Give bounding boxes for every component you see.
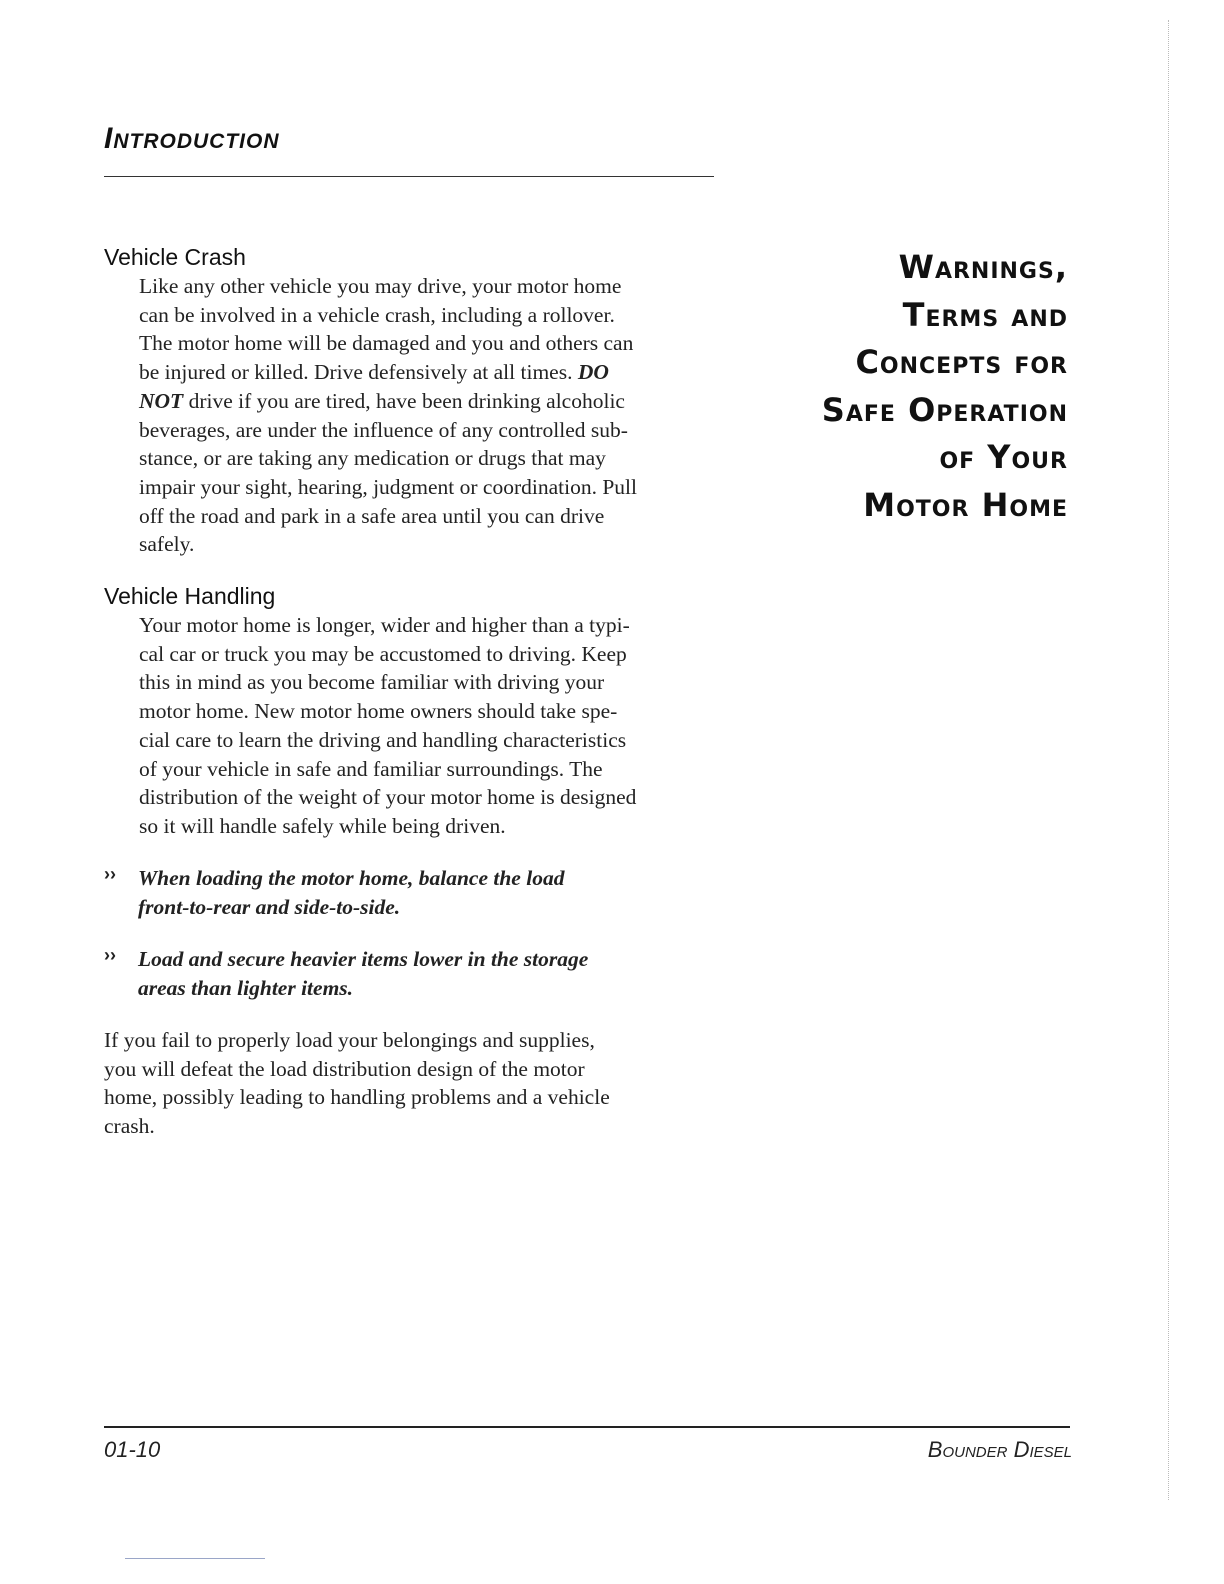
text-line [139,783,636,812]
text-line [139,640,636,669]
paragraph-vehicle-handling [139,611,636,841]
note-heavy-items [104,945,588,1002]
note-line: areas than lighter items. [138,975,354,1000]
text-run: so it will handle safely while being driven. [139,813,506,838]
product-name: Bounder Diesel [927,1437,1072,1462]
text-run: stance, or are taking any medication or drugs that may [139,446,606,471]
section-header: Introduction [104,122,280,155]
text-line [139,444,637,473]
text-run: of your vehicle in safe and familiar surroundings. The [139,756,603,781]
text-run: impair your sight, hearing, judgment or coordination. Pull [139,474,638,499]
text-run: home, possibly leading to handling problems and a vehicle [104,1085,610,1110]
text-line [104,1083,610,1112]
text-line [139,473,637,502]
bullet-chevron-icon: ›› [104,864,116,884]
text-line [139,358,637,387]
text-line [139,611,636,640]
text-run: safely. [139,532,195,557]
text-run: If you fail to properly load your belongings and supplies, [104,1028,595,1052]
text-run: Your motor home is longer, wider and higher than a typi- [139,613,630,637]
text-line [139,812,636,841]
header-rule [104,176,714,177]
bullet-chevron-icon: ›› [104,945,116,965]
text-run: can be involved in a vehicle crash, including a rollover. [139,302,615,327]
text-line [139,329,637,358]
text-run: beverages, are under the influence of any controlled sub- [139,417,628,442]
note-load-balance [104,864,564,921]
text-run: motor home. New motor home owners should take spe- [139,699,618,724]
text-line [104,1112,610,1141]
note-line: When loading the motor home, balance the load [138,866,565,890]
heading-vehicle-crash: Vehicle Crash [104,244,246,270]
text-run: drive if you are tired, have been drinking alcoholic [183,388,625,413]
text-run: cal car or truck you may be accustomed to driving. Keep [139,641,627,666]
emphasis-text: NOT [139,388,184,413]
text-line [104,1026,610,1055]
text-line [139,726,636,755]
text-run: crash. [104,1114,155,1139]
scan-mark [125,1558,265,1559]
note-line: Load and secure heavier items lower in the storage [138,947,589,971]
side-title-line: Safe Operation [821,390,1068,429]
text-line [139,697,636,726]
text-run: The motor home will be damaged and you and others can [139,331,634,356]
text-run: off the road and park in a safe area until you can drive [139,503,605,528]
text-line [104,1055,610,1084]
text-run: Like any other vehicle you may drive, your motor home [139,274,622,298]
text-line [139,668,636,697]
side-title-line: Motor Home [863,485,1068,524]
text-run: cial care to learn the driving and handling characteristics [139,727,627,752]
text-line [139,416,637,445]
text-line [139,755,636,784]
note-line: front-to-rear and side-to-side. [138,894,401,919]
text-run: distribution of the weight of your motor home is designed [139,785,637,810]
text-run: this in mind as you become familiar with driving your [139,670,605,695]
page-number: 01-10 [104,1437,161,1462]
heading-vehicle-handling: Vehicle Handling [104,583,276,609]
text-line [139,301,637,330]
side-title [822,244,1068,529]
side-title-line: Concepts for [855,343,1068,381]
side-title-line: Warnings, [898,248,1068,286]
side-title-line: of Your [939,438,1068,476]
scan-edge [1168,20,1170,1500]
footer-rule [104,1426,1070,1428]
text-run: be injured or killed. Drive defensively at all times. [139,360,578,385]
text-run: you will defeat the load distribution design of the motor [104,1056,585,1081]
emphasis-text: DO [577,360,609,385]
paragraph-closing [104,1026,610,1141]
text-line [139,387,637,416]
text-line [139,530,637,559]
text-line [139,272,637,301]
paragraph-vehicle-crash [139,272,637,559]
text-line [139,502,637,531]
side-title-line: Terms and [902,295,1068,334]
